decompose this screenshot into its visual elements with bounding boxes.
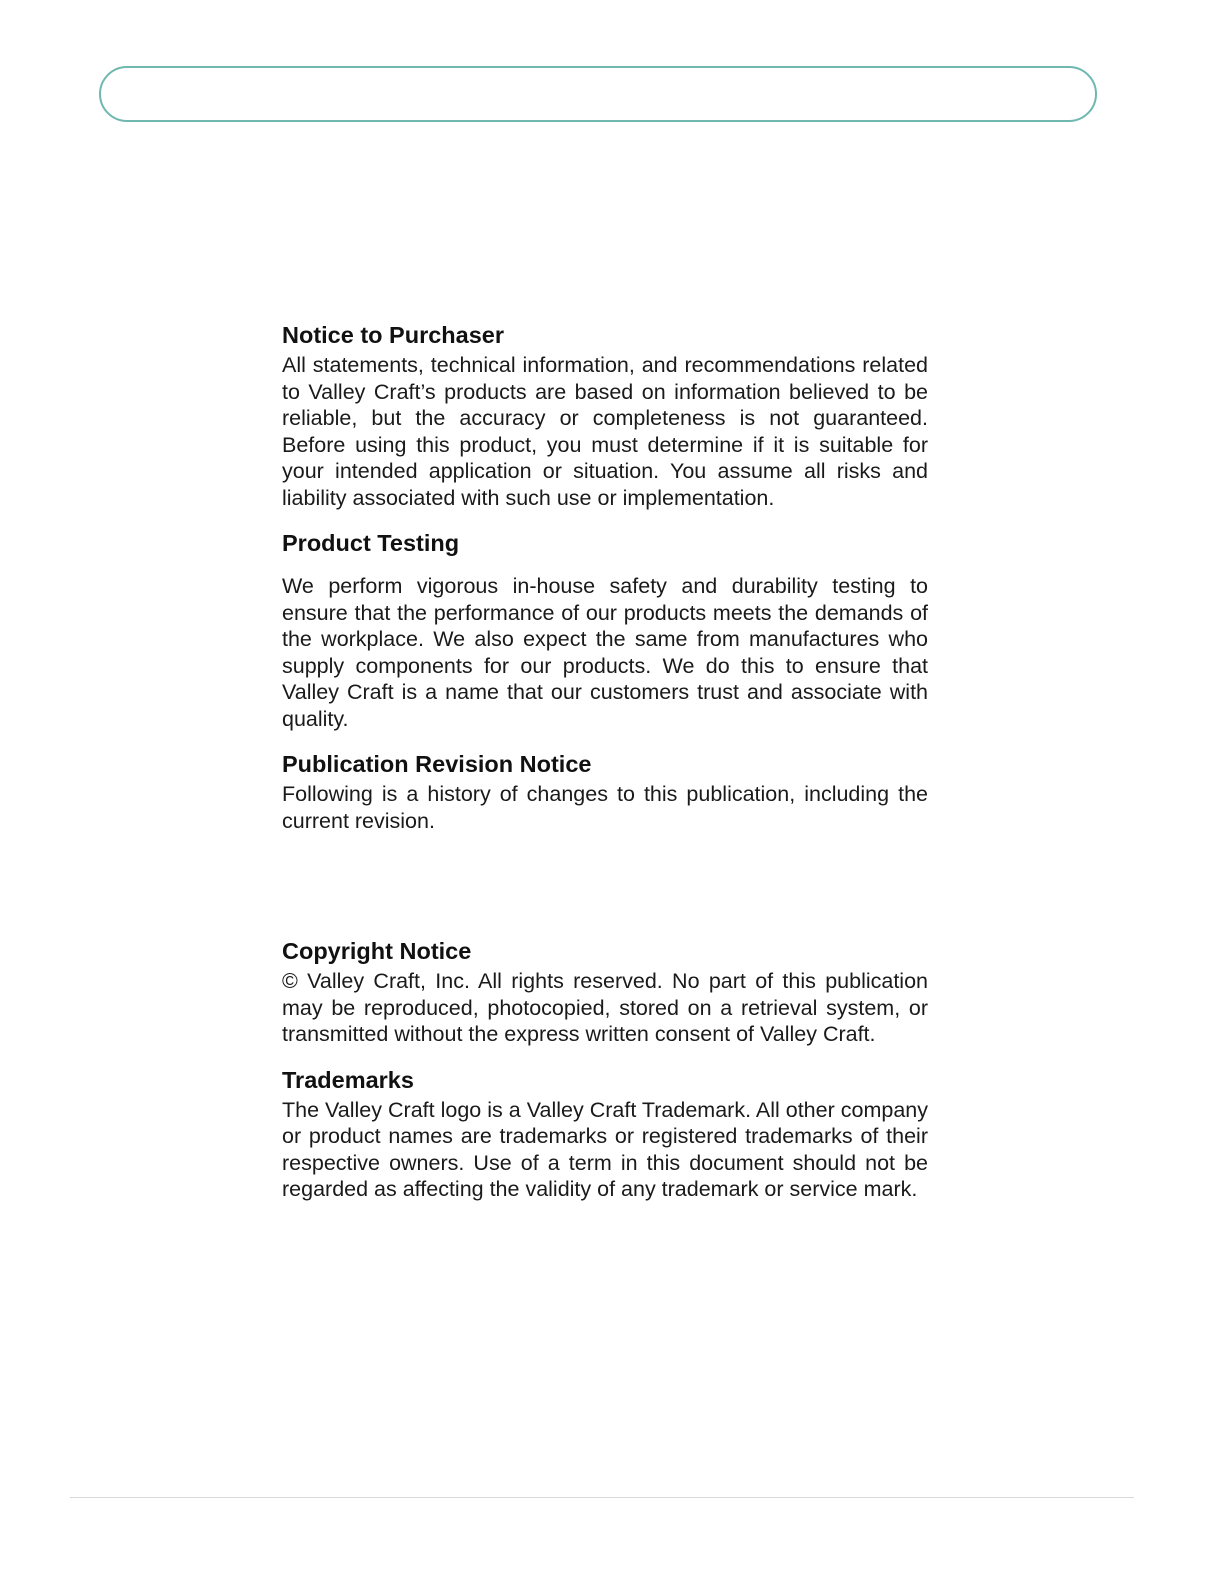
header-banner-frame	[99, 66, 1097, 122]
section-body: Following is a history of changes to this publication, including the current revision.	[282, 782, 928, 833]
section-heading: Publication Revision Notice	[282, 751, 592, 777]
publication-revision-notice-section	[282, 747, 928, 834]
trademarks-section	[282, 1063, 928, 1203]
section-body: © Valley Craft, Inc. All rights reserved. No part of this publication may be reproduced, photocopied, stored on a retrieval system, or transmitted without the express written consent of Valley Craft.	[282, 969, 928, 1046]
section-body: All statements, technical information, and recommendations related to Valley Craft’s products are based on information believed to be reliable, but the accuracy or completeness is not guaranteed. Before using this product, you must determine if it is suitable for your intended application or situation. You assume all risks and liability associated with such use or implementation.	[282, 353, 928, 510]
section-body: We perform vigorous in-house safety and durability testing to ensure that the performance of our products meets the demands of the workplace. We also expect the same from manufactures who supply components for our products. We do this to ensure that Valley Craft is a name that our customers trust and associate with quality.	[282, 574, 928, 731]
section-heading: Copyright Notice	[282, 938, 472, 964]
copyright-notice-section	[282, 934, 928, 1048]
section-heading: Notice to Purchaser	[282, 322, 505, 348]
document-content	[282, 318, 928, 1203]
section-heading: Product Testing	[282, 530, 460, 556]
section-heading: Trademarks	[282, 1066, 414, 1093]
footer-divider	[70, 1497, 1134, 1498]
product-testing-section	[282, 526, 928, 732]
section-body: The Valley Craft logo is a Valley Craft Trademark. All other company or product names are trademarks or registered trademarks of their respective owners. Use of a term in this document should not be regarded as affecting the validity of any trademark or service mark.	[282, 1097, 928, 1201]
notice-to-purchaser-section	[282, 318, 928, 511]
